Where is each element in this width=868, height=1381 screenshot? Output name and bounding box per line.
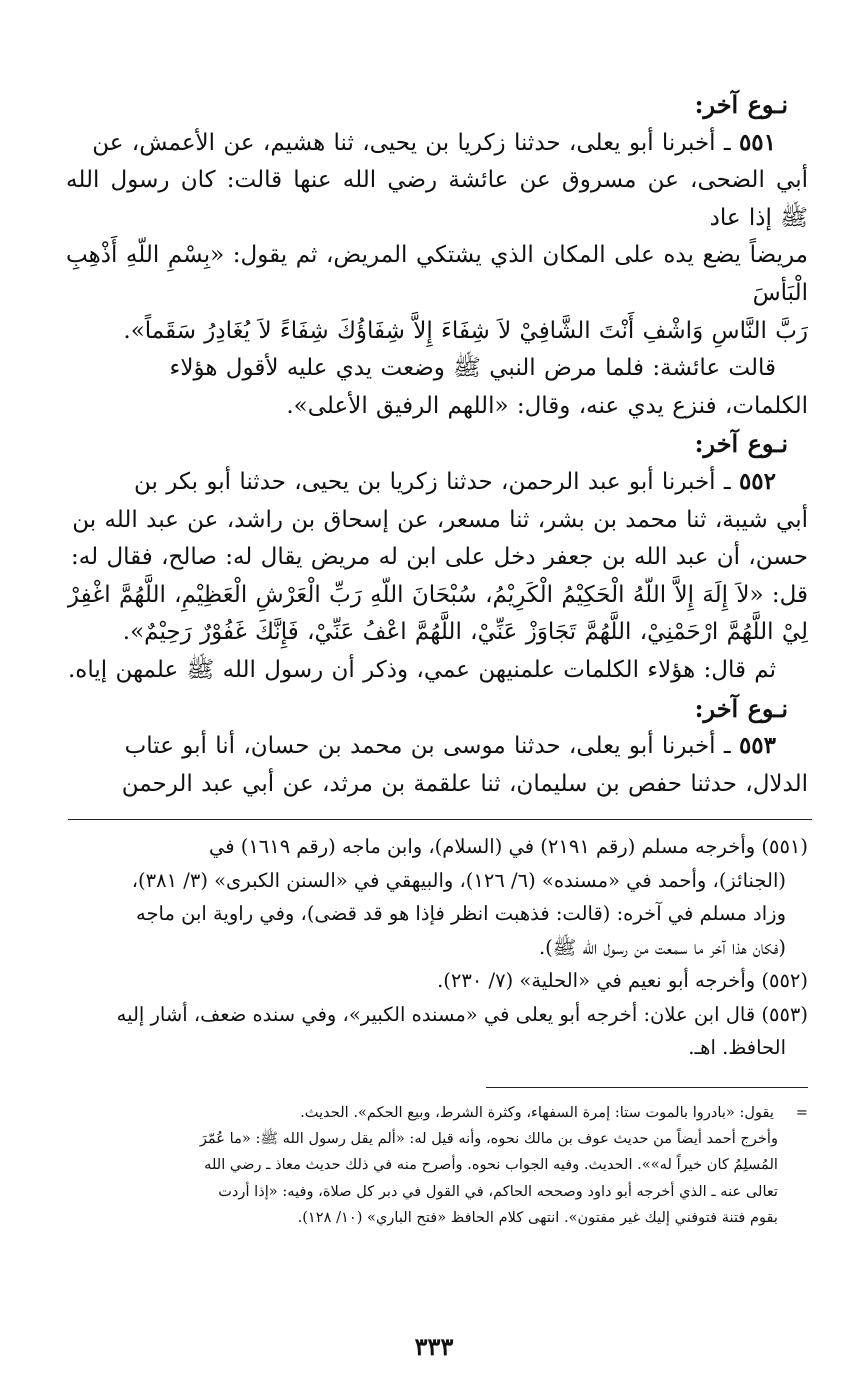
continuation-mark: =	[795, 1103, 808, 1121]
footnote-552: (٥٥٢) وأخرجه أبو نعيم في «الحلية» (٧/ ٢٣٠).	[437, 969, 808, 993]
footnote-divider	[68, 819, 812, 820]
hashiya-line-3: المُسلِمُ كان خيراً له»». الحديث. وفيه الجواب نحوه. وأصرح منه في ذلك حديث معاذ ـ رضي الله	[204, 1156, 778, 1174]
hashiya-divider	[486, 1087, 808, 1088]
section-heading-551: نـوع آخر:	[694, 90, 788, 119]
main-text	[66, 86, 808, 803]
hadith-number-551: ٥٥١	[738, 128, 776, 156]
hashiya-line-2: وأخرج أحمد أيضاً من حديث عوف بن مالك نحوه، وأنه قيل له: «ألم يقل رسول الله ﷺ: «ما عُمّرَ	[199, 1130, 778, 1148]
footnote-553-line-1: (٥٥٣) قال ابن علان: أخرجه أبو يعلى في «مسنده الكبير»، وفي سنده ضعف، أشار إليه	[116, 1002, 808, 1026]
hadith-552-final: ثم قال: هؤلاء الكلمات علمنيهن عمي، وذكر أن رسول الله ﷺ علمهن إياه.	[67, 656, 776, 683]
hadith-number-552: ٥٥٢	[738, 467, 776, 495]
aisha-line-1: قالت عائشة: فلما مرض النبي ﷺ وضعت يدي عليه لأقول هؤلاء	[169, 355, 776, 382]
footnote-551-line-4: (فكان هذا آخر ما سمعت من رسول الله ﷺ).	[538, 935, 786, 959]
footnote-553-line-2: الحافظ. اهـ.	[688, 1036, 786, 1060]
hadith-551-line-1	[66, 124, 808, 163]
hashiya-text-1: يقول: «بادروا بالموت ستا: إمرة السفهاء، وكثرة الشرط، وبيع الحكم». الحديث.	[300, 1103, 774, 1121]
section-heading-552: نـوع آخر:	[694, 429, 788, 459]
hadith-551-text-1: ـ أخبرنا أبو يعلى، حدثنا زكريا بن يحيى، ثنا هشيم، عن الأعمش، عن	[92, 129, 731, 156]
aisha-line-2: الكلمات، فنزع يدي عنه، وقال: «اللهم الرفيق الأعلى».	[286, 392, 808, 419]
footnotes	[66, 830, 808, 1065]
hadith-552-line-5: لِيْ اللَّهُمَّ ارْحَمْنِيْ، اللَّهُمَّ تَجَاوَزْ عَنِّيْ، اللَّهُمَّ اعْفُ عَنِّيْ، فَإِنَّكَ غَفُوْرٌ رَحِيْمٌ».	[122, 619, 808, 646]
hadith-553-line-1	[66, 727, 808, 766]
hadith-552-text-1: ـ أخبرنا أبو عبد الرحمن، حدثنا زكريا بن يحيى، حدثنا أبو بكر بن	[134, 468, 731, 495]
hadith-552-line-1	[66, 463, 808, 502]
hadith-551-line-2: أبي الضحى، عن مسروق عن عائشة رضي الله عنها قالت: كان رسول الله ﷺ إذا عاد	[66, 167, 808, 231]
section-heading-553: نـوع آخر:	[694, 693, 788, 723]
hadith-551-line-3: مريضاً يضع يده على المكان الذي يشتكي المريض، ثم يقول: «بِسْمِ اللّهِ أَذْهِبِ الْبَأسَ	[66, 242, 808, 306]
page-number: ٣٣٣	[414, 1332, 454, 1361]
hadith-552-line-3: حسن، أن عبد الله بن جعفر دخل على ابن له مريض يقال له: صالح، فقال له:	[71, 544, 808, 571]
footnote-551-line-2: (الجنائز)، وأحمد في «مسنده» (٦/ ١٢٦)، والبيهقي في «السنن الكبرى» (٣/ ٣٨١)،	[131, 868, 786, 892]
hadith-553-line-2: الدلال، حدثنا حفص بن سليمان، ثنا علقمة بن مرثد، عن أبي عبد الرحمن	[121, 770, 808, 797]
hadith-552-line-2: أبي شيبة، ثنا محمد بن بشر، ثنا مسعر، عن إسحاق بن راشد، عن عبد الله بن	[72, 506, 808, 533]
hashiya-line-4: تعالى عنه ـ الذي أخرجه أبو داود وصححه الحاكم، في القول في دبر كل صلاة، وفيه: «إذا أردت	[218, 1182, 778, 1200]
footnote-551-line-3: وزاد مسلم في آخره: (قالت: فذهبت انظر فإذا هو قد قضى)، وفي راوية ابن ماجه	[136, 902, 786, 926]
hadith-552-line-4: قل: «لاَ إِلَهَ إِلاَّ اللّهُ الْحَكِيْمُ الْكَرِيْمُ، سُبْحَانَ اللّهِ رَبِّ الْعَرْشِ الْعَظِيْمِ، اللَّهُمَّ اغْفِرْ	[67, 581, 808, 608]
hashiya-notes	[66, 1100, 808, 1231]
footnote-551-line-1: (٥٥١) وأخرجه مسلم (رقم ٢١٩١) في (السلام)، وابن ماجه (رقم ١٦١٩) في	[208, 835, 808, 859]
hadith-553-text-1: ـ أخبرنا أبو يعلى، حدثنا موسى بن محمد بن حسان، أنا أبو عتاب	[124, 733, 731, 760]
hadith-number-553: ٥٥٣	[738, 732, 776, 760]
hashiya-line-1	[66, 1100, 808, 1126]
hadith-551-line-4: رَبَّ النَّاسِ وَاشْفِ أَنْتَ الشَّافِيْ لاَ شِفَاءَ إِلاَّ شِفَاؤُكَ شِفَاءً لاَ يُغَادِرُ سَقَماً».	[123, 317, 808, 344]
hashiya-divider-wrap	[66, 1065, 808, 1100]
hashiya-line-5: بقوم فتنة فتوفني إليك غير مفتون». انتهى كلام الحافظ «فتح الباري» (١٠/ ١٢٨).	[297, 1208, 778, 1226]
